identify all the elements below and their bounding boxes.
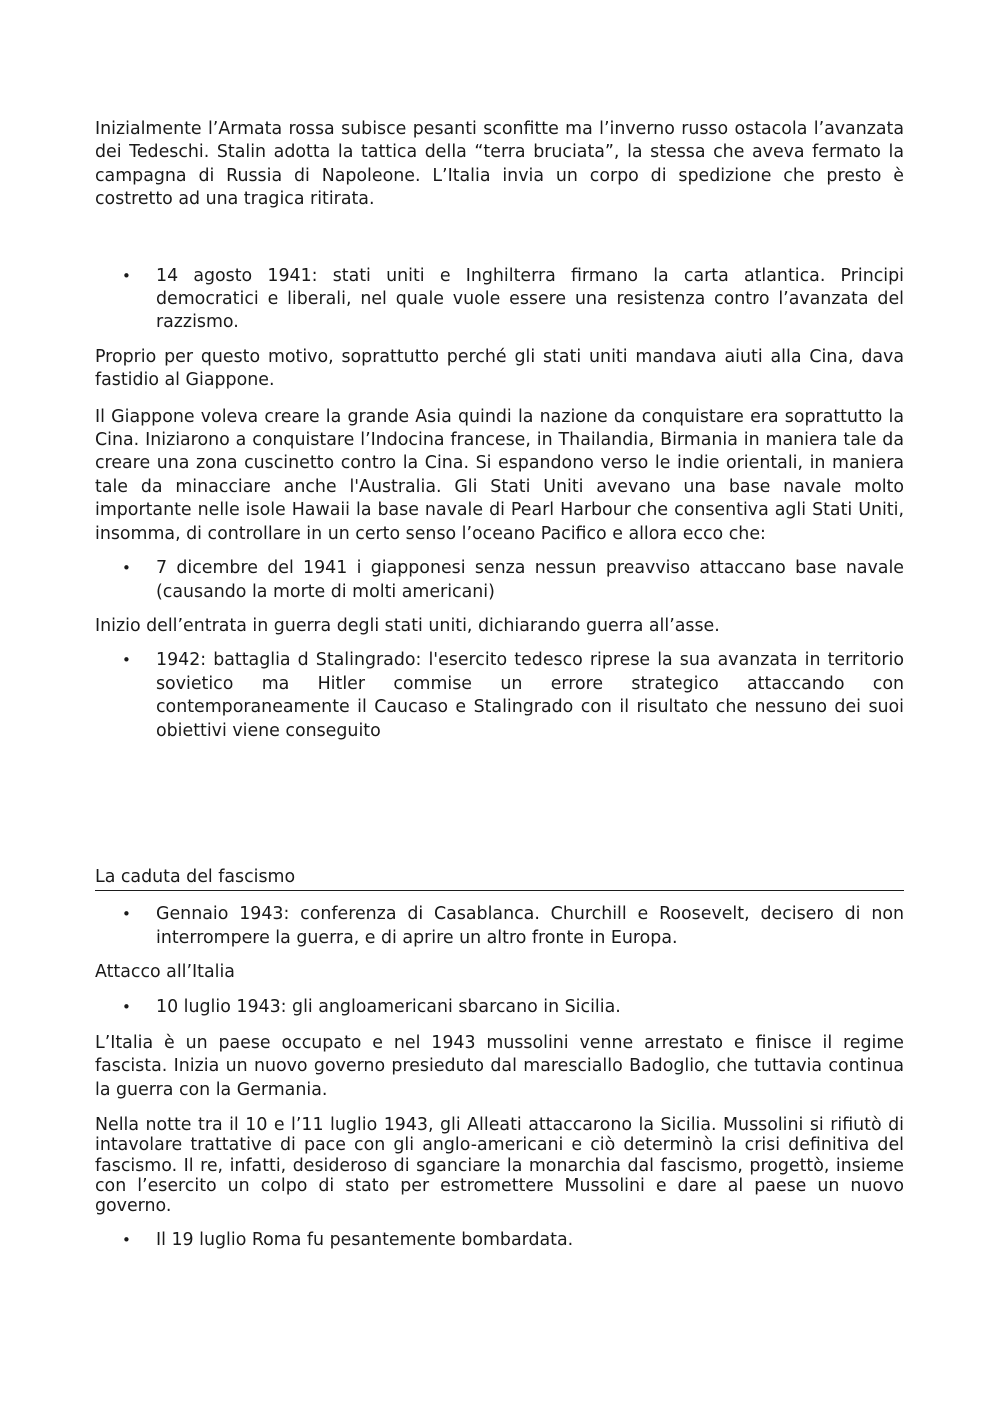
bullet-icon: • [122,266,131,285]
list-item [95,557,904,604]
bullet-icon: • [122,1231,131,1250]
bullet-icon: • [122,997,131,1016]
paragraph-japan-annoyance: Proprio per questo motivo, soprattutto perché gli stati uniti mandava aiuti alla Cina, dava fastidio al Giappone. [95,346,904,391]
paragraph-italy-occupied: L’Italia è un paese occupato e nel 1943 mussolini venne arrestato e finisce il regime fascista. Inizia un nuovo governo presieduto dal maresciallo Badoglio, che tuttavia continua la guerra con la Germania. [95,1032,904,1100]
list-item [95,649,904,743]
list-item-text: Gennaio 1943: conferenza di Casablanca. Churchill e Roosevelt, decisero di non interrompere la guerra, e di aprire un altro fronte in Europa. [156,904,904,948]
list-item-text: 7 dicembre del 1941 i giapponesi senza nessun preavviso attaccano base navale (causando la morte di molti americani) [156,558,904,602]
bullet-icon: • [122,905,131,924]
paragraph-usa-war-entry: Inizio dell’entrata in guerra degli stati uniti, dichiarando guerra all’asse. [95,615,720,636]
list-item [95,1229,904,1252]
list-item [95,996,904,1019]
paragraph-japan-expansion: Il Giappone voleva creare la grande Asia quindi la nazione da conquistare era soprattutto la Cina. Iniziarono a conquistare l’Indocina francese, in Thailandia, Birmania in maniera tale da creare una zona cuscinetto contro la Cina. Si espandono verso le indie orientali, in maniera tale da minacciare anche l'Australia. Gli Stati Uniti avevano una base navale molto importante nelle isole Hawaii la base navale di Pearl Harbour che consentiva agli Stati Uniti, insomma, di controllare in un certo senso l’oceano Pacifico e allora ecco che: [95,406,904,544]
bullet-list-pearl-harbour [95,557,904,604]
bullet-list-rome-bombing [95,1229,904,1252]
list-item-text: 10 luglio 1943: gli angloamericani sbarcano in Sicilia. [156,996,621,1017]
list-item [95,903,904,950]
paragraph-attack-italy: Attacco all’Italia [95,962,235,983]
bullet-list-casablanca [95,903,904,950]
list-item-text: Il 19 luglio Roma fu pesantemente bombardata. [156,1230,574,1251]
list-item-text: 1942: battaglia d Stalingrado: l'esercito tedesco riprese la sua avanzata in territorio sovietico ma Hitler commise un errore strategico attaccando con contemporaneamente il Caucaso e Stalingrado con il risultato che nessuno dei suoi obiettivi viene conseguito [156,650,904,741]
bullet-list-atlantic-charter [95,265,904,335]
list-item-text: 14 agosto 1941: stati uniti e Inghilterra firmano la carta atlantica. Principi democratici e liberali, nel quale vuole essere una resistenza contro l’avanzata del razzismo. [156,265,904,333]
section-heading: La caduta del fascismo [95,866,904,891]
paragraph-eastern-front: Inizialmente l’Armata rossa subisce pesanti sconfitte ma l’inverno russo ostacola l’avanzata dei Tedeschi. Stalin adotta la tattica della “terra bruciata”, la stessa che aveva fermato la campagna di Russia di Napoleone. L’Italia invia un corpo di spedizione che presto è costretto ad una tragica ritirata. [95,119,904,210]
list-item [95,265,904,335]
bullet-icon: • [122,559,131,578]
bullet-list-stalingrad [95,649,904,743]
bullet-list-sicily-landing [95,996,904,1019]
document-page [95,118,904,1253]
paragraph-fall-of-fascism: Nella notte tra il 10 e l’11 luglio 1943, gli Alleati attaccarono la Sicilia. Mussolini si rifiutò di intavolare trattative di pace con gli anglo-americani e ciò determinò la crisi definitiva del fascismo. Il re, infatti, desideroso di sganciare la monarchia dal fascismo, progettò, insieme con l’esercito un colpo di stato per estromettere Mussolini e dare al paese un nuovo governo. [95,1115,904,1216]
bullet-icon: • [122,651,131,670]
